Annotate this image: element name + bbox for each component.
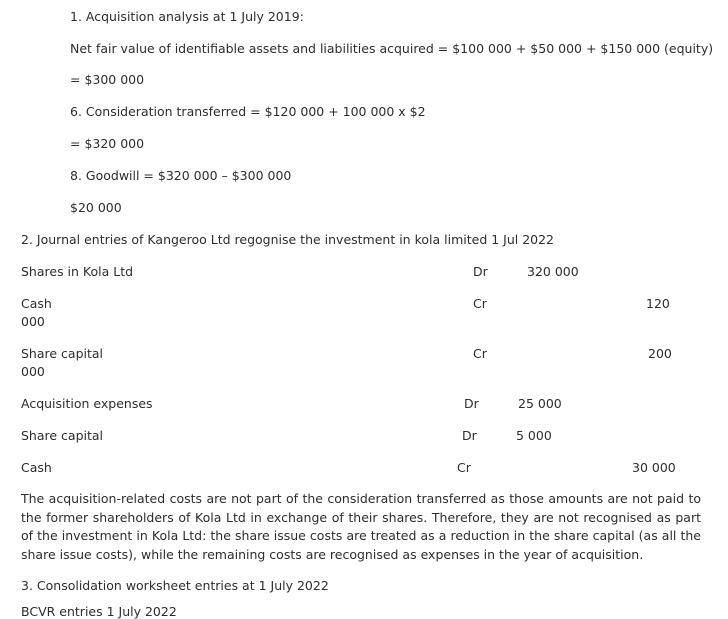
acquisition-heading: 1. Acquisition analysis at 1 July 2019: [70, 9, 304, 24]
journal-account: Acquisition expenses [21, 396, 153, 411]
journal-drcr: Cr [473, 296, 487, 311]
consideration-line: 6. Consideration transferred = $120 000 + 100 000 x $2 [70, 104, 426, 119]
journal-drcr: Dr [464, 396, 479, 411]
journal-account: Cash [21, 296, 52, 311]
journal-amount: 5 000 [516, 428, 552, 443]
journal-drcr: Dr [462, 428, 477, 443]
journal-drcr: Cr [473, 346, 487, 361]
journal-amount: 25 000 [518, 396, 562, 411]
consideration-result: = $320 000 [70, 136, 145, 151]
consolidation-heading: 3. Consolidation worksheet entries at 1 July 2022 [21, 578, 329, 593]
journal-account: Shares in Kola Ltd [21, 264, 134, 279]
journal-amount: 120 [646, 296, 670, 311]
journal-account: Share capital [21, 346, 104, 361]
bcvr-entries-line: BCVR entries 1 July 2022 [21, 604, 177, 619]
journal-account: Share capital [21, 428, 104, 443]
journal-amount-wrap: 000 [21, 364, 45, 379]
goodwill-line: 8. Goodwill = $320 000 – $300 000 [70, 168, 292, 183]
journal-drcr: Dr [473, 264, 488, 279]
explanation-paragraph: The acquisition-related costs are not part of the consideration transferred as those amounts are not paid to the former shareholders of Kola Ltd in exchange of their shares. Therefore, they are not recognised as part of the investment in Kola Ltd: the share issue costs are treated as a reduction in the share capital (as all the share issue costs), while the remaining costs are recognised as expenses in the year of acquisition. [21, 491, 701, 562]
journal-amount: 30 000 [632, 460, 676, 475]
net-fair-value-line: Net fair value of identifiable assets and liabilities acquired = $100 000 + $50 000 + $150 000 (equity) [70, 41, 714, 56]
net-fair-value-result: = $300 000 [70, 72, 145, 87]
journal-heading: 2. Journal entries of Kangeroo Ltd regognise the investment in kola limited 1 Jul 2022 [21, 232, 555, 247]
journal-amount-wrap: 000 [21, 314, 45, 329]
journal-drcr: Cr [457, 460, 471, 475]
journal-amount: 320 000 [527, 264, 579, 279]
journal-account: Cash [21, 460, 52, 475]
goodwill-result: $20 000 [70, 200, 122, 215]
journal-amount: 200 [648, 346, 672, 361]
